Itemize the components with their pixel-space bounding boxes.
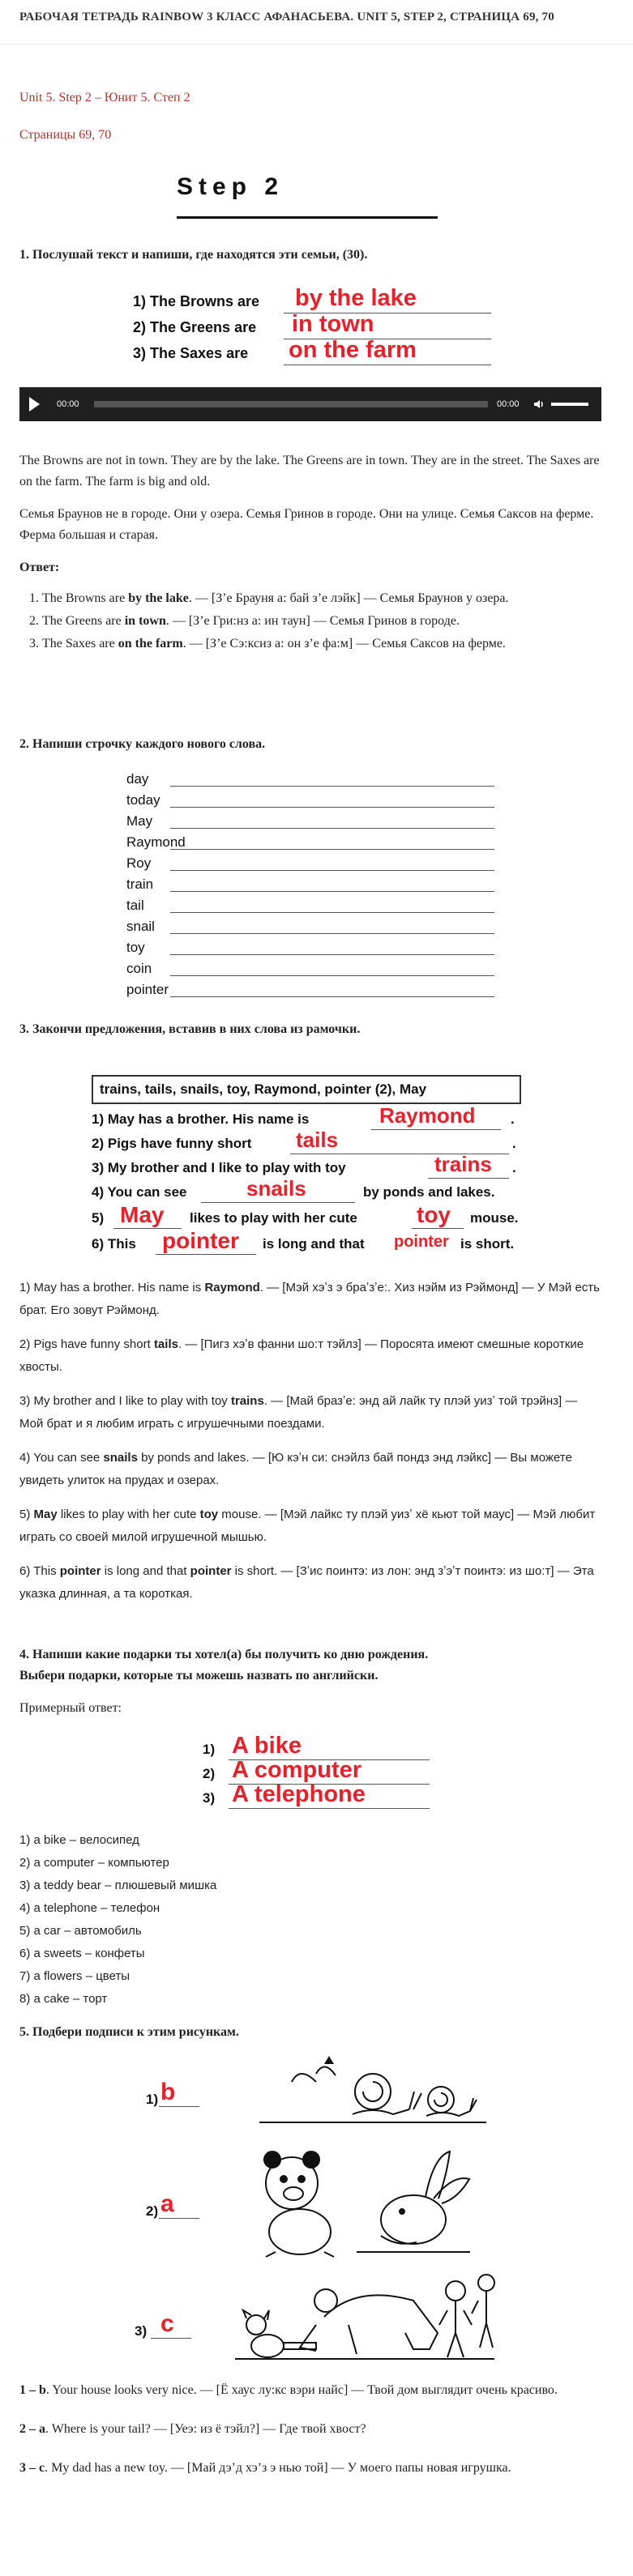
answer-line (151, 2338, 191, 2339)
word-item: snail (126, 919, 155, 934)
answer-line (156, 1254, 256, 1255)
ex3-answer-3: trains (434, 1152, 492, 1176)
list-item: 6) This pointer is long and that pointer is short. — [Зʼис поинтэ: из лон: энд зʼэʼт поинтэ: из шо:т] — Эта указка длинная, а та короткая. (19, 1564, 594, 1601)
ex3-line-6: 6) This (92, 1236, 136, 1252)
sentence-end: is short. (460, 1236, 515, 1252)
sentence-end: by ponds and lakes. (363, 1184, 495, 1200)
answer-line (159, 2218, 199, 2219)
word-item: train (126, 876, 154, 892)
writing-line (170, 891, 494, 892)
list-item: 2 – a. Where is your tail? — [Уеэ: из ё тэйл?] — Где твой хвост? (19, 2422, 366, 2436)
ex3-answer-1: Raymond (379, 1103, 476, 1128)
answer-line (412, 1228, 464, 1229)
list-item: 6) a sweets – конфеты (19, 1947, 145, 1960)
ex4-line-3: 3) (203, 1790, 216, 1806)
dad-toy-picture (235, 2268, 503, 2365)
line-number: 3) (133, 345, 147, 361)
step-heading: Step 2 (177, 173, 284, 200)
answer-line (229, 1808, 430, 1809)
ex3-line-1: 1) May has a brother. His name is (92, 1111, 310, 1127)
word-box: trains, tails, snails, toy, Raymond, pointer (2), May (92, 1075, 521, 1104)
audio-progress-bar[interactable] (94, 401, 488, 407)
ex1-line-2 (133, 319, 256, 336)
writing-line (170, 807, 494, 808)
writing-line (170, 933, 494, 934)
ex1-text-en: The Browns are not in town. They are by the lake. The Greens are in town. They are in the street. The Saxes are on the farm. The farm is big and old. (19, 454, 600, 488)
answer-line (201, 1202, 355, 1203)
ex3-answer-2: tails (296, 1128, 339, 1152)
line-number: 1) (133, 293, 147, 309)
page-title: РАБОЧАЯ ТЕТРАДЬ RAINBOW 3 КЛАСС АФАНАСЬЕВА. UNIT 5, STEP 2, СТРАНИЦА 69, 70 (19, 11, 554, 23)
writing-line (170, 954, 494, 955)
sentence-middle: is long and that (263, 1236, 365, 1252)
list-item: 3) a teddy bear – плюшевый мишка (19, 1879, 217, 1892)
ex1-answer-3: on the farm (289, 337, 417, 363)
audio-player (19, 387, 601, 421)
word-item: today (126, 792, 160, 808)
ex5-line-2: 2) (146, 2203, 159, 2219)
writing-line (170, 849, 494, 850)
punctuation: . (512, 1160, 516, 1175)
ex5-answer-2: a (160, 2190, 174, 2217)
ex1-heading: 1. Послушай текст и напиши, где находятся эти семьи, (30). (19, 248, 368, 262)
line-number: 2) (133, 319, 147, 335)
list-item: 2. The Greens are in town. — [Зʼе Гри:нз а: ин таун] — Семья Гринов в городе. (42, 611, 601, 632)
answer-label: Ответ: (19, 561, 60, 574)
writing-line (170, 912, 494, 913)
subtitle-link[interactable]: Unit 5. Step 2 – Юнит 5. Степ 2 (19, 91, 190, 104)
word-item: May (126, 813, 153, 829)
list-item: 1 – b. Your house looks very nice. — [Ё хаус лу:кс вэри найс] — Твой дом выглядит очень красиво. (19, 2383, 558, 2397)
ex1-answer-1: by the lake (295, 285, 417, 311)
sentence-end: mouse. (470, 1210, 519, 1226)
list-item: 1) a bike – велосипед (19, 1833, 139, 1847)
list-item: 2) Pigs have funny short tails. — [Пигз хэʼв фанни шо:т тэйлз] — Поросята имеют смешные короткие хвосты. (19, 1337, 584, 1374)
ex3-answer-4: snails (246, 1176, 306, 1201)
ex5-answers (19, 2378, 601, 2480)
word-item: toy (126, 940, 145, 955)
ex3-line-2: 2) Pigs have funny short (92, 1136, 252, 1151)
word-item: tail (126, 898, 144, 913)
ex4-answer-1: A bike (232, 1733, 302, 1759)
heading-line: 4. Напиши какие подарки ты хотел(а) бы получить ко дню рождения. (19, 1648, 429, 1661)
writing-line (170, 828, 494, 829)
ex3-heading: 3. Закончи предложения, вставив в них слова из рамочки. (19, 1022, 361, 1036)
volume-icon[interactable] (533, 399, 545, 410)
ex3-answer-5a: May (120, 1202, 165, 1227)
heading-line: Выбери подарки, которые ты можешь назвать по английски. (19, 1669, 379, 1683)
list-item: 5) May likes to play with her cute toy mouse. — [Мэй лайкс ту плэй уизʼ хё кьют той маус] — Мэй любит играть со своей милой игрушечной мышью. (19, 1508, 596, 1544)
line-text: The Saxes are (150, 345, 249, 361)
snails-house-picture (243, 2049, 503, 2130)
ex2-heading: 2. Напиши строчку каждого нового слова. (19, 737, 266, 751)
list-item: 1) May has a brother. His name is Raymond. — [Мэй хэʼз э браʼзʼе:. Хиз нэйм из Рэймонд] — У Мэй есть брат. Его зовут Рэймонд. (19, 1281, 600, 1317)
sentence-middle: likes to play with her cute (190, 1210, 357, 1226)
ex5-answer-3: c (160, 2310, 174, 2337)
list-item: 1. The Browns are by the lake. — [Зʼе Брауня а: бай зʼе лэйк] — Семья Браунов у озера. (42, 588, 601, 609)
punctuation: . (511, 1111, 515, 1127)
list-item: 3. The Saxes are on the farm. — [Зʼе Сэ:ксиз а: он зʼе фа:м] — Семья Саксов на ферме. (42, 633, 601, 655)
step-underline (177, 216, 438, 219)
list-item: 2) a computer – компьютер (19, 1856, 169, 1870)
ex3-answer-6b: pointer (394, 1233, 449, 1251)
ex5-line-3: 3) (135, 2323, 148, 2339)
writing-line (170, 975, 494, 976)
ex3-line-4: 4) You can see (92, 1184, 187, 1200)
line-text: The Greens are (150, 319, 257, 335)
ex4-answer-3: A telephone (232, 1781, 366, 1807)
list-item: 3) My brother and I like to play with toy trains. — [Май бразʼе: энд ай лайк ту плэй уизʼ той трэйнз] — Мой брат и я любим играть с игрушечными поездами. (19, 1394, 578, 1431)
ex4-line-2: 2) (203, 1766, 216, 1781)
ex3-line-5: 5) (92, 1210, 105, 1226)
ex4-list (19, 1829, 216, 2011)
word-item: pointer (126, 982, 169, 997)
ex3-answer-6a: pointer (162, 1228, 239, 1253)
pages-link[interactable]: Страницы 69, 70 (19, 128, 112, 142)
word-item: Raymond (126, 834, 186, 850)
writing-line (170, 996, 494, 997)
writing-line (170, 870, 494, 871)
ex1-answer-2: in town (292, 311, 374, 337)
list-item: 5) a car – автомобиль (19, 1924, 142, 1938)
answer-line (159, 2106, 199, 2107)
ex1-line-3 (133, 345, 248, 362)
ex3-line-3: 3) My brother and I like to play with toy (92, 1160, 346, 1175)
ex5-heading: 5. Подбери подписи к этим рисункам. (19, 2025, 239, 2039)
answer-line (428, 1178, 509, 1179)
ex4-heading (19, 1644, 428, 1687)
bear-rabbit-picture (243, 2139, 486, 2260)
punctuation: . (512, 1136, 516, 1151)
ex4-answer-2: A computer (232, 1757, 362, 1783)
line-text: The Browns are (150, 293, 260, 309)
ex3-answers (19, 1277, 601, 1606)
ex4-line-1: 1) (203, 1742, 216, 1757)
ex5-line-1: 1) (146, 2092, 159, 2107)
time-current: 00:00 (57, 399, 79, 409)
ex5-answer-1: b (160, 2079, 176, 2105)
word-item: Roy (126, 855, 152, 871)
play-icon[interactable] (29, 397, 40, 412)
word-item: coin (126, 961, 152, 976)
ex1-line-1 (133, 293, 259, 310)
list-item: 4) a telephone – телефон (19, 1901, 160, 1915)
sample-label: Примерный ответ: (19, 1701, 122, 1715)
list-item: 3 – c. My dad has a new toy. — [Май дэʼд хэʼз э нью той] — У моего папы новая игрушка. (19, 2461, 511, 2475)
list-item: 8) a cake – торт (19, 1992, 108, 2006)
ex3-answer-5b: toy (417, 1202, 451, 1227)
time-duration: 00:00 (497, 399, 520, 409)
answer-line (371, 1129, 501, 1130)
volume-slider[interactable] (551, 403, 588, 406)
ex1-text-ru: Семья Браунов не в городе. Они у озера. Семья Гринов в городе. Они на улице. Семья Саксов на ферме. Ферма большая и старая. (19, 507, 594, 542)
title-divider (0, 44, 633, 45)
writing-line (170, 786, 494, 787)
list-item: 4) You can see snails by ponds and lakes. — [Ю кэʼн си: снэйлз бай пондз энд лэйкс] — Вы можете увидеть улиток на прудах и озерах. (19, 1451, 572, 1487)
word-item: day (126, 771, 149, 787)
ex1-answer-list (19, 588, 601, 655)
list-item: 7) a flowers – цветы (19, 1969, 130, 1983)
